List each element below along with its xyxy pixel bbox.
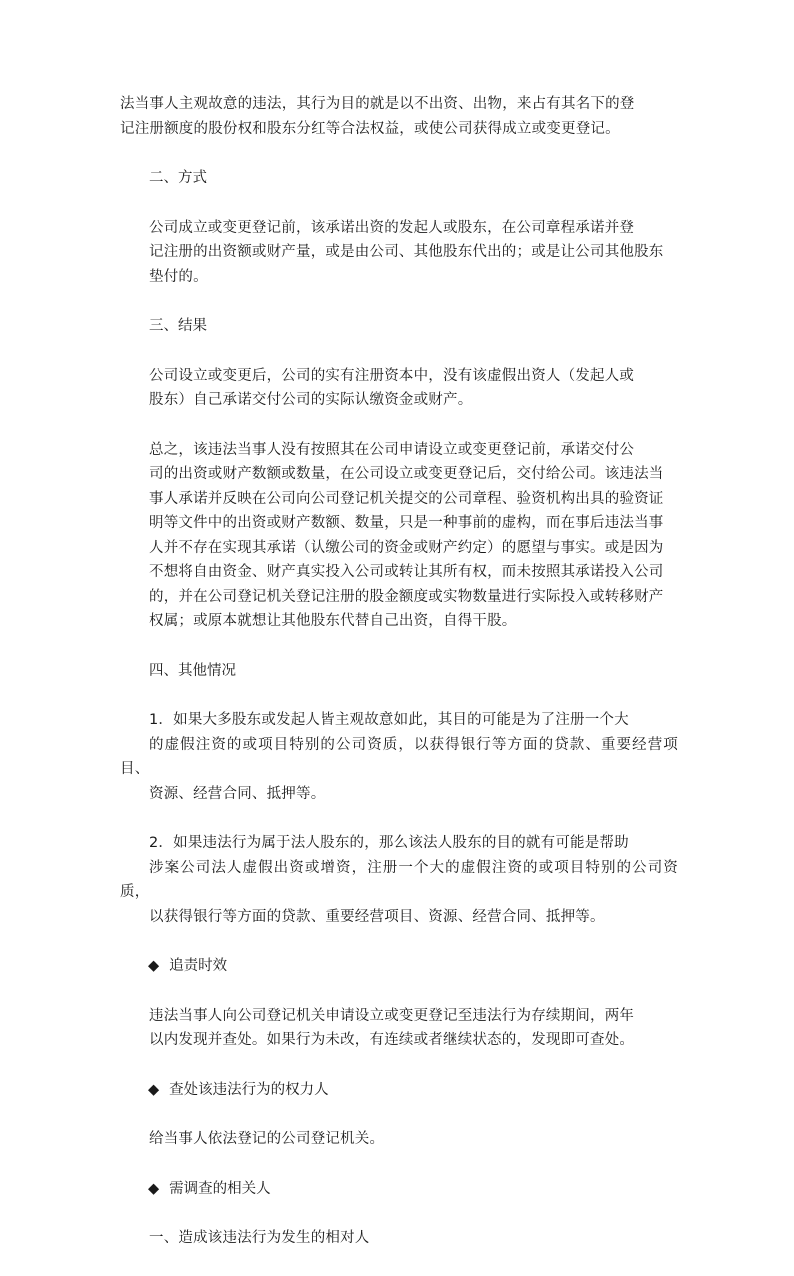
text-line: 1．如果大多股东或发起人皆主观故意如此，其目的可能是为了注册一个大 [149, 712, 629, 728]
text-line: 资源、经营合同、抵押等。 [149, 785, 326, 802]
section-heading-method: 二、方式 [149, 170, 207, 186]
text-line: 公司设立或变更后，公司的实有注册资本中，没有该虚假出资人（发起人或 [149, 367, 635, 384]
text-line: 记注册额度的股份权和股东分红等合法权益，或使公司获得成立或变更登记。 [120, 120, 620, 137]
text-line: 2．如果违法行为属于法人股东的，那么该法人股东的目的就有可能是帮助 [149, 835, 629, 851]
text-line: 的，并在公司登记机关登记注册的股金额度或实物数量进行实际投入或转移财产 [149, 588, 664, 605]
bullet-heading-authority [120, 1078, 678, 1103]
text-line: 以内发现并查处。如果行为未改，有连续或者继续状态的，发现即可查处。 [149, 1032, 635, 1048]
section-heading-result: 三、结果 [149, 318, 207, 334]
text-line: 事人承诺并反映在公司向公司登记机关提交的公司章程、验资机构出具的验资证 [149, 490, 664, 507]
text-line: 一、造成该违法行为发生的相对人 [149, 1230, 370, 1246]
section-heading-other: 四、其他情况 [149, 662, 236, 679]
text-line: 以获得银行等方面的贷款、重要经营项目、资源、经营合同、抵押等。 [149, 908, 605, 925]
bullet-heading-time-limit [120, 954, 678, 979]
text-line: 记注册的出资额或财产量，或是由公司、其他股东代出的；或是让公司其他股东 [149, 244, 664, 260]
paragraph-intro [120, 92, 678, 141]
bullet-heading-label: 查处该违法行为的权力人 [169, 1081, 329, 1098]
bullet-heading-related-persons [120, 1177, 678, 1202]
document-body [120, 92, 678, 1276]
diamond-bullet-icon: ◆ [148, 1081, 160, 1098]
paragraph-other-1 [120, 708, 678, 806]
diamond-bullet-icon: ◆ [148, 958, 160, 974]
paragraph-other-2 [120, 831, 678, 929]
paragraph-method [120, 216, 678, 290]
text-line: 明等文件中的出资或财产数额、数量，只是一种事前的虚构，而在事后违法当事 [149, 515, 664, 531]
text-line: 的虚假注资的或项目特别的公司资质，以获得银行等方面的贷款、重要经营项目、 [120, 736, 678, 777]
text-line: 公司成立或变更登记前，该承诺出资的发起人或股东，在公司章程承诺并登 [149, 219, 635, 236]
text-line: 股东）自己承诺交付公司的实际认缴资金或财产。 [149, 392, 473, 408]
paragraph-result [120, 364, 678, 413]
text-line: 违法当事人向公司登记机关申请设立或变更登记至违法行为存续期间，两年 [149, 1007, 635, 1024]
paragraph-related-persons [120, 1226, 678, 1251]
text-line: 不想将自由资金、财产真实投入公司或转让其所有权，而未按照其承诺投入公司 [149, 564, 664, 580]
paragraph-summary [120, 438, 678, 634]
text-line: 涉案公司法人虚假出资或增资，注册一个大的虚假注资的或项目特别的公司资质， [120, 859, 678, 900]
bullet-heading-label: 需调查的相关人 [169, 1180, 271, 1197]
text-line: 法当事人主观故意的违法，其行为目的就是以不出资、出物，来占有其名下的登 [120, 96, 635, 112]
paragraph-authority [120, 1127, 678, 1152]
text-line: 垫付的。 [149, 268, 208, 285]
diamond-bullet-icon: ◆ [148, 1180, 160, 1197]
bullet-heading-label: 追责时效 [169, 958, 228, 974]
text-line: 给当事人依法登记的公司登记机关。 [149, 1131, 385, 1147]
text-line: 总之，该违法当事人没有按照其在公司申请设立或变更登记前，承诺交付公 [149, 441, 635, 458]
text-line: 权属；或原本就想让其他股东代替自己出资，自得干股。 [149, 613, 517, 629]
text-line: 人并不存在实现其承诺（认缴公司的资金或财产约定）的愿望与事实。或是因为 [149, 539, 664, 556]
text-line: 司的出资或财产数额或数量，在公司设立或变更登记后，交付给公司。该违法当 [149, 466, 664, 482]
paragraph-time-limit [120, 1004, 678, 1053]
